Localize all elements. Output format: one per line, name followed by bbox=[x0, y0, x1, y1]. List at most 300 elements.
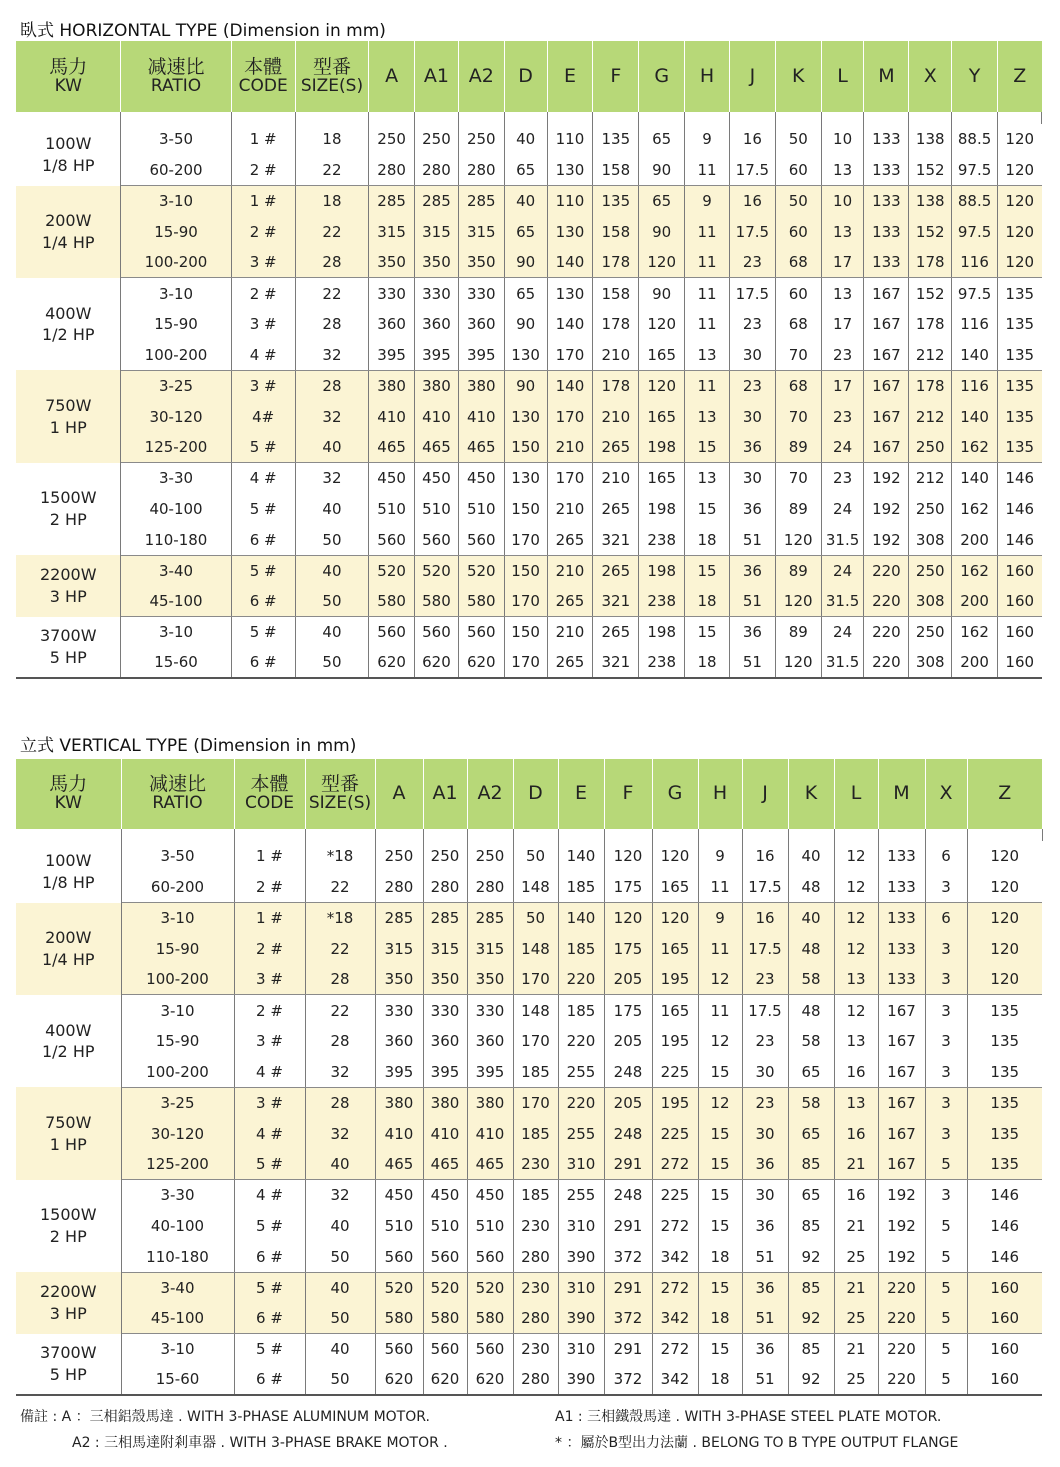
dimension-cell: 16 bbox=[729, 186, 775, 217]
dimension-cell: 178 bbox=[909, 309, 952, 340]
ratio-cell: 3-50 bbox=[121, 124, 231, 155]
dimension-cell: 330 bbox=[458, 278, 504, 309]
dimension-cell: 465 bbox=[458, 432, 504, 463]
table-row bbox=[16, 1026, 1042, 1057]
dimension-cell: 372 bbox=[604, 1365, 652, 1396]
dimension-cell: 225 bbox=[652, 1180, 698, 1211]
dimension-cell: 130 bbox=[504, 340, 547, 371]
ratio-cell: 110-180 bbox=[121, 1241, 234, 1272]
dimension-cell: 135 bbox=[967, 1057, 1042, 1088]
ratio-cell: 100-200 bbox=[121, 1057, 234, 1088]
vertical-header-label-zh: 型番 bbox=[320, 773, 359, 796]
dimension-cell: 372 bbox=[604, 1303, 652, 1334]
dimension-cell: 291 bbox=[604, 1149, 652, 1180]
dimension-cell: 342 bbox=[652, 1303, 698, 1334]
dimension-cell: 175 bbox=[604, 872, 652, 903]
dimension-cell: 17.5 bbox=[729, 155, 775, 186]
dimension-cell: 310 bbox=[558, 1149, 604, 1180]
dimension-cell: 410 bbox=[423, 1118, 467, 1149]
dimension-cell: 185 bbox=[558, 872, 604, 903]
dimension-cell: 89 bbox=[775, 617, 821, 648]
power-hp: 5 HP bbox=[49, 1365, 87, 1385]
vertical-header-label-zh: 减速比 bbox=[148, 773, 206, 796]
dimension-cell: 248 bbox=[604, 1057, 652, 1088]
dimension-cell: 185 bbox=[513, 1118, 558, 1149]
dimension-cell: 24 bbox=[821, 494, 864, 525]
dimension-cell: 85 bbox=[788, 1334, 834, 1365]
dimension-cell: 65 bbox=[788, 1118, 834, 1149]
ratio-cell: 15-60 bbox=[121, 1365, 234, 1396]
dimension-cell: 152 bbox=[909, 278, 952, 309]
dimension-cell: 291 bbox=[604, 1272, 652, 1303]
code-cell: 2 # bbox=[231, 216, 295, 247]
dimension-cell: 30 bbox=[729, 463, 775, 494]
size-cell: 28 bbox=[295, 247, 368, 278]
dimension-cell: 23 bbox=[742, 1087, 788, 1118]
dimension-cell: 280 bbox=[415, 155, 459, 186]
dimension-cell: 51 bbox=[729, 586, 775, 617]
dimension-cell: 120 bbox=[967, 872, 1042, 903]
dimension-cell: 158 bbox=[593, 155, 639, 186]
dimension-cell: 3 bbox=[925, 995, 967, 1026]
dimension-cell: 620 bbox=[467, 1365, 513, 1396]
ratio-cell: 125-200 bbox=[121, 1149, 234, 1180]
dimension-cell: 18 bbox=[698, 1365, 742, 1396]
ratio-cell: 15-90 bbox=[121, 309, 231, 340]
dimension-cell: 308 bbox=[909, 524, 952, 555]
power-cell bbox=[16, 124, 121, 186]
dimension-cell: 30 bbox=[729, 401, 775, 432]
vertical-title: 立式 VERTICAL TYPE (Dimension in mm) bbox=[20, 736, 357, 756]
dimension-cell: 450 bbox=[369, 463, 415, 494]
dimension-cell: 120 bbox=[967, 964, 1042, 995]
dimension-cell: 390 bbox=[558, 1241, 604, 1272]
horizontal-header-z: Z bbox=[998, 41, 1042, 112]
dimension-cell: 50 bbox=[513, 903, 558, 934]
power-cell bbox=[16, 555, 121, 617]
dimension-cell: 255 bbox=[558, 1057, 604, 1088]
dimension-cell: 238 bbox=[639, 524, 685, 555]
dimension-cell: 510 bbox=[369, 494, 415, 525]
footnotes bbox=[20, 1404, 1050, 1456]
ratio-cell: 40-100 bbox=[121, 494, 231, 525]
dimension-cell: 3 bbox=[925, 1087, 967, 1118]
table-row bbox=[16, 247, 1042, 278]
dimension-cell: 17 bbox=[821, 309, 864, 340]
dimension-cell: 310 bbox=[558, 1211, 604, 1242]
dimension-cell: 220 bbox=[864, 586, 909, 617]
dimension-cell: 315 bbox=[467, 933, 513, 964]
code-cell: 5 # bbox=[231, 617, 295, 648]
dimension-cell: 580 bbox=[458, 586, 504, 617]
dimension-cell: 150 bbox=[504, 555, 547, 586]
dimension-cell: 165 bbox=[652, 872, 698, 903]
power-watts: 1500W bbox=[39, 488, 97, 508]
dimension-cell: 120 bbox=[998, 216, 1042, 247]
dimension-cell: 321 bbox=[593, 586, 639, 617]
dimension-cell: 230 bbox=[513, 1272, 558, 1303]
dimension-cell: 280 bbox=[375, 872, 423, 903]
dimension-cell: 450 bbox=[467, 1180, 513, 1211]
dimension-cell: 212 bbox=[909, 401, 952, 432]
dimension-cell: 560 bbox=[423, 1334, 467, 1365]
dimension-cell: 410 bbox=[415, 401, 459, 432]
dimension-cell: 16 bbox=[834, 1057, 878, 1088]
ratio-cell: 40-100 bbox=[121, 1211, 234, 1242]
size-cell: 28 bbox=[295, 370, 368, 401]
dimension-cell: 465 bbox=[369, 432, 415, 463]
dimension-cell: 310 bbox=[558, 1334, 604, 1365]
dimension-cell: 36 bbox=[742, 1149, 788, 1180]
dimension-cell: 280 bbox=[513, 1241, 558, 1272]
dimension-cell: 12 bbox=[834, 933, 878, 964]
power-cell bbox=[16, 1087, 121, 1179]
dimension-cell: 5 bbox=[925, 1365, 967, 1396]
dimension-cell: 350 bbox=[375, 964, 423, 995]
dimension-cell: 60 bbox=[775, 278, 821, 309]
vertical-header-h: H bbox=[698, 759, 742, 829]
dimension-cell: 97.5 bbox=[952, 155, 998, 186]
dimension-cell: 140 bbox=[558, 903, 604, 934]
dimension-cell: 13 bbox=[834, 1026, 878, 1057]
dimension-cell: 280 bbox=[423, 872, 467, 903]
dimension-cell: 36 bbox=[742, 1272, 788, 1303]
dimension-cell: 198 bbox=[639, 494, 685, 525]
vertical-header-e: E bbox=[558, 759, 604, 829]
ratio-cell: 45-100 bbox=[121, 1303, 234, 1334]
dimension-cell: 372 bbox=[604, 1241, 652, 1272]
power-hp: 3 HP bbox=[49, 586, 87, 606]
ratio-cell: 100-200 bbox=[121, 964, 234, 995]
dimension-cell: 5 bbox=[925, 1149, 967, 1180]
size-cell: 40 bbox=[295, 617, 368, 648]
table-row bbox=[16, 309, 1042, 340]
dimension-cell: 150 bbox=[504, 432, 547, 463]
dimension-cell: 350 bbox=[458, 247, 504, 278]
dimension-cell: 92 bbox=[788, 1241, 834, 1272]
dimension-cell: 210 bbox=[547, 432, 593, 463]
dimension-cell: 51 bbox=[742, 1241, 788, 1272]
dimension-cell: 167 bbox=[864, 340, 909, 371]
dimension-cell: 560 bbox=[375, 1241, 423, 1272]
dimension-cell: 160 bbox=[967, 1303, 1042, 1334]
dimension-cell: 390 bbox=[558, 1303, 604, 1334]
dimension-cell: 220 bbox=[878, 1334, 925, 1365]
dimension-cell: 280 bbox=[458, 155, 504, 186]
dimension-cell: 380 bbox=[458, 370, 504, 401]
dimension-cell: 195 bbox=[652, 964, 698, 995]
vertical-spacer-row bbox=[16, 829, 1042, 841]
dimension-cell: 51 bbox=[729, 648, 775, 679]
dimension-cell: 135 bbox=[998, 432, 1042, 463]
power-hp: 2 HP bbox=[49, 1226, 87, 1246]
dimension-cell: 13 bbox=[834, 964, 878, 995]
dimension-cell: 21 bbox=[834, 1211, 878, 1242]
size-cell: 40 bbox=[305, 1272, 375, 1303]
horizontal-header-f: F bbox=[593, 41, 639, 112]
dimension-cell: 220 bbox=[864, 617, 909, 648]
dimension-cell: 330 bbox=[423, 995, 467, 1026]
size-cell: 40 bbox=[295, 555, 368, 586]
vertical-header-m: M bbox=[878, 759, 925, 829]
dimension-cell: 70 bbox=[775, 463, 821, 494]
dimension-cell: 130 bbox=[504, 401, 547, 432]
power-cell bbox=[16, 1272, 121, 1334]
table-row bbox=[16, 1303, 1042, 1334]
dimension-cell: 16 bbox=[834, 1118, 878, 1149]
dimension-cell: 18 bbox=[685, 648, 730, 679]
power-cell bbox=[16, 1334, 121, 1396]
vertical-header-g: G bbox=[652, 759, 698, 829]
dimension-cell: 280 bbox=[467, 872, 513, 903]
dimension-cell: 330 bbox=[467, 995, 513, 1026]
dimension-cell: 31.5 bbox=[821, 524, 864, 555]
dimension-cell: 178 bbox=[909, 247, 952, 278]
vertical-header-label-zh: 本體 bbox=[250, 773, 289, 796]
dimension-cell: 308 bbox=[909, 586, 952, 617]
dimension-cell: 212 bbox=[909, 340, 952, 371]
table-row bbox=[16, 1211, 1042, 1242]
power-watts: 400W bbox=[45, 1020, 92, 1040]
vertical-table-wrap bbox=[16, 759, 1042, 1396]
ratio-cell: 15-90 bbox=[121, 933, 234, 964]
code-cell: 3 # bbox=[234, 964, 305, 995]
power-watts: 3700W bbox=[39, 626, 97, 646]
dimension-cell: 580 bbox=[369, 586, 415, 617]
dimension-cell: 148 bbox=[513, 872, 558, 903]
ratio-cell: 100-200 bbox=[121, 340, 231, 371]
dimension-cell: 135 bbox=[967, 1087, 1042, 1118]
code-cell: 1 # bbox=[231, 124, 295, 155]
table-row bbox=[16, 1087, 1042, 1118]
dimension-cell: 560 bbox=[467, 1334, 513, 1365]
dimension-cell: 120 bbox=[998, 247, 1042, 278]
note-a1: A1 : 三相鐵殼馬達 . WITH 3-PHASE STEEL PLATE MOTOR. bbox=[555, 1409, 942, 1425]
power-hp: 1 HP bbox=[49, 1134, 87, 1154]
dimension-cell: 135 bbox=[998, 401, 1042, 432]
dimension-cell: 120 bbox=[1005, 130, 1035, 149]
power-hp: 1/4 HP bbox=[41, 232, 95, 252]
ratio-cell: 3-25 bbox=[121, 1087, 234, 1118]
dimension-cell: 10 bbox=[821, 124, 864, 155]
dimension-cell: 210 bbox=[547, 617, 593, 648]
ratio-cell: 125-200 bbox=[121, 432, 231, 463]
size-cell: 50 bbox=[305, 1365, 375, 1396]
dimension-cell: 167 bbox=[878, 1087, 925, 1118]
code-cell: 6 # bbox=[231, 648, 295, 679]
vertical-header-label-en: SIZE(S) bbox=[308, 793, 372, 814]
power-watts: 400W bbox=[45, 303, 92, 323]
vertical-header-label-en: KW bbox=[54, 793, 82, 814]
size-cell: 22 bbox=[295, 216, 368, 247]
size-cell: 40 bbox=[305, 1149, 375, 1180]
ratio-cell: 45-100 bbox=[121, 586, 231, 617]
ratio-cell: 30-120 bbox=[121, 1118, 234, 1149]
vertical-header-a: A bbox=[375, 759, 423, 829]
dimension-cell: 265 bbox=[593, 432, 639, 463]
dimension-cell: 272 bbox=[652, 1334, 698, 1365]
dimension-cell: 120 bbox=[967, 903, 1042, 934]
dimension-cell: 13 bbox=[821, 278, 864, 309]
dimension-cell: 23 bbox=[742, 1026, 788, 1057]
dimension-cell: 178 bbox=[593, 370, 639, 401]
note-a: 備註 : A ：三相鋁殼馬達 . WITH 3-PHASE ALUMINUM MOTOR. bbox=[20, 1409, 430, 1425]
dimension-cell: 380 bbox=[415, 370, 459, 401]
code-cell: 1 # bbox=[231, 186, 295, 217]
dimension-cell: 185 bbox=[513, 1180, 558, 1211]
dimension-cell: 135 bbox=[967, 1149, 1042, 1180]
dimension-cell: 12 bbox=[834, 903, 878, 934]
dimension-cell: 11 bbox=[698, 995, 742, 1026]
dimension-cell: 65 bbox=[639, 124, 685, 155]
size-cell: 32 bbox=[295, 401, 368, 432]
dimension-cell: 450 bbox=[458, 463, 504, 494]
dimension-cell: 5 bbox=[925, 1211, 967, 1242]
dimension-cell: 465 bbox=[375, 1149, 423, 1180]
dimension-cell: 380 bbox=[375, 1087, 423, 1118]
dimension-cell: 560 bbox=[369, 617, 415, 648]
dimension-cell: 160 bbox=[998, 555, 1042, 586]
dimension-cell: 3 bbox=[925, 1026, 967, 1057]
dimension-cell: 620 bbox=[415, 648, 459, 679]
dimension-cell: 146 bbox=[990, 1186, 1020, 1205]
dimension-cell: 23 bbox=[729, 309, 775, 340]
table-row bbox=[16, 995, 1042, 1026]
horizontal-header-label-zh: 本體 bbox=[244, 55, 283, 78]
power-cell bbox=[16, 278, 121, 370]
dimension-cell: 560 bbox=[467, 1241, 513, 1272]
dimension-cell: 12 bbox=[698, 964, 742, 995]
size-cell: 40 bbox=[295, 432, 368, 463]
dimension-cell: 21 bbox=[834, 1272, 878, 1303]
ratio-cell: 3-10 bbox=[121, 278, 231, 309]
dimension-cell: 23 bbox=[729, 370, 775, 401]
dimension-cell: 285 bbox=[415, 186, 459, 217]
dimension-cell: 23 bbox=[821, 463, 864, 494]
dimension-cell: 135 bbox=[1005, 315, 1035, 334]
table-row bbox=[16, 586, 1042, 617]
vertical-header-j: J bbox=[742, 759, 788, 829]
dimension-cell: 120 bbox=[604, 841, 652, 872]
dimension-cell: 17.5 bbox=[742, 872, 788, 903]
dimension-cell: 18 bbox=[685, 586, 730, 617]
dimension-cell: 291 bbox=[604, 1334, 652, 1365]
dimension-cell: 116 bbox=[952, 309, 998, 340]
size-cell: 22 bbox=[305, 872, 375, 903]
code-cell: 6 # bbox=[234, 1303, 305, 1334]
dimension-cell: 410 bbox=[369, 401, 415, 432]
ratio-cell: 100-200 bbox=[121, 247, 231, 278]
dimension-cell: 580 bbox=[467, 1303, 513, 1334]
dimension-cell: 85 bbox=[788, 1272, 834, 1303]
dimension-cell: 120 bbox=[967, 933, 1042, 964]
dimension-cell: 138 bbox=[909, 124, 952, 155]
code-cell: 5 # bbox=[234, 1149, 305, 1180]
dimension-cell: 170 bbox=[513, 964, 558, 995]
dimension-cell: 11 bbox=[685, 370, 730, 401]
dimension-cell: 265 bbox=[547, 524, 593, 555]
dimension-cell: 162 bbox=[952, 555, 998, 586]
dimension-cell: 15 bbox=[698, 1180, 742, 1211]
dimension-cell: 250 bbox=[909, 617, 952, 648]
dimension-cell: 36 bbox=[729, 555, 775, 586]
dimension-cell: 15 bbox=[698, 1211, 742, 1242]
dimension-cell: 210 bbox=[593, 340, 639, 371]
size-cell: 50 bbox=[295, 586, 368, 617]
dimension-cell: 17 bbox=[821, 370, 864, 401]
dimension-cell: 410 bbox=[467, 1118, 513, 1149]
table-row bbox=[16, 1118, 1042, 1149]
code-cell: 3 # bbox=[231, 247, 295, 278]
horizontal-spacer-row bbox=[16, 112, 1042, 124]
dimension-cell: 89 bbox=[775, 432, 821, 463]
dimension-cell: 185 bbox=[558, 933, 604, 964]
dimension-cell: 280 bbox=[513, 1303, 558, 1334]
dimension-cell: 17.5 bbox=[742, 933, 788, 964]
ratio-cell: 3-10 bbox=[121, 995, 234, 1026]
code-cell: 2 # bbox=[234, 995, 305, 1026]
dimension-cell: 520 bbox=[458, 555, 504, 586]
dimension-cell: 330 bbox=[375, 995, 423, 1026]
dimension-cell: 315 bbox=[369, 216, 415, 247]
dimension-cell: 248 bbox=[604, 1180, 652, 1211]
dimension-cell: 250 bbox=[909, 432, 952, 463]
dimension-cell: 5 bbox=[925, 1241, 967, 1272]
horizontal-header-l: L bbox=[821, 41, 864, 112]
dimension-cell: 152 bbox=[909, 155, 952, 186]
horizontal-header-y: Y bbox=[952, 41, 998, 112]
dimension-cell: 15 bbox=[698, 1149, 742, 1180]
dimension-cell: 10 bbox=[821, 186, 864, 217]
power-hp: 5 HP bbox=[49, 648, 87, 668]
power-watts: 750W bbox=[45, 395, 92, 415]
dimension-cell: 25 bbox=[834, 1365, 878, 1396]
dimension-cell: 97.5 bbox=[952, 278, 998, 309]
ratio-cell: 30-120 bbox=[121, 401, 231, 432]
dimension-cell: 3 bbox=[925, 1057, 967, 1088]
dimension-cell: 13 bbox=[821, 216, 864, 247]
dimension-cell: 192 bbox=[878, 1241, 925, 1272]
dimension-cell: 350 bbox=[467, 964, 513, 995]
dimension-cell: 250 bbox=[467, 841, 513, 872]
dimension-cell: 360 bbox=[415, 309, 459, 340]
dimension-cell: 465 bbox=[415, 432, 459, 463]
ratio-cell: 3-10 bbox=[121, 186, 231, 217]
horizontal-header-sizes bbox=[295, 41, 368, 112]
dimension-cell: 175 bbox=[604, 995, 652, 1026]
dimension-cell: 210 bbox=[547, 494, 593, 525]
power-watts: 100W bbox=[45, 851, 92, 871]
dimension-cell: 3 bbox=[925, 872, 967, 903]
horizontal-header-x: X bbox=[909, 41, 952, 112]
dimension-cell: 97.5 bbox=[952, 216, 998, 247]
dimension-cell: 11 bbox=[685, 278, 730, 309]
dimension-cell: 17.5 bbox=[742, 995, 788, 1026]
dimension-cell: 15 bbox=[685, 494, 730, 525]
dimension-cell: 68 bbox=[775, 370, 821, 401]
table-row bbox=[16, 463, 1042, 494]
horizontal-header-a: A bbox=[369, 41, 415, 112]
dimension-cell: 148 bbox=[513, 933, 558, 964]
dimension-cell: 360 bbox=[423, 1026, 467, 1057]
dimension-cell: 140 bbox=[547, 370, 593, 401]
code-cell: 5 # bbox=[231, 555, 295, 586]
dimension-cell: 133 bbox=[864, 247, 909, 278]
dimension-cell: 36 bbox=[729, 617, 775, 648]
power-cell bbox=[16, 370, 121, 462]
dimension-cell: 170 bbox=[547, 401, 593, 432]
dimension-cell: 395 bbox=[423, 1057, 467, 1088]
